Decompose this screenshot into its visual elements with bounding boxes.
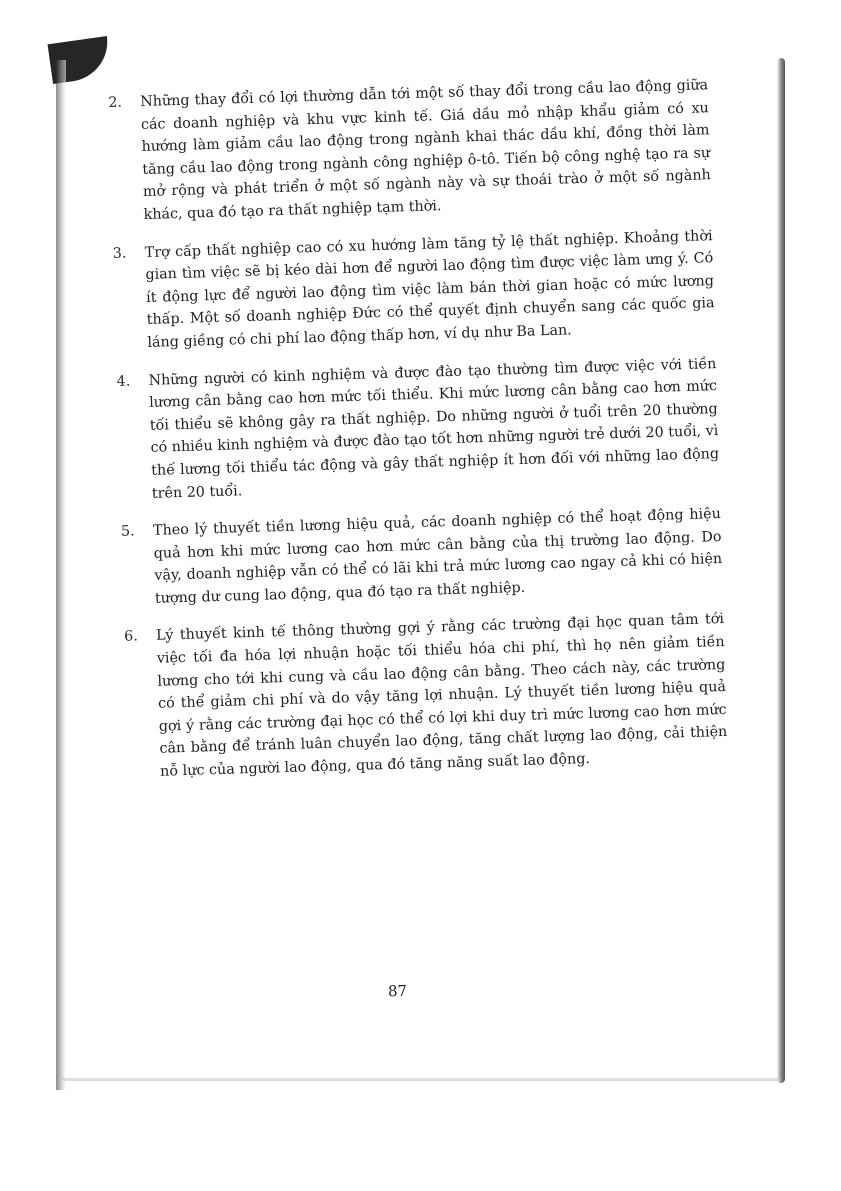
answer-item-4 <box>116 353 720 506</box>
answer-item-6 <box>124 608 728 784</box>
item-number: 3. <box>112 245 127 262</box>
item-text: Những người có kinh nghiệm và được đào tạo thường tìm được việc với tiền lương cân bằng cao hơn mức tối thiểu. Khi mức lương cân bằng cao hơn mức tối thiểu sẽ không gây ra thất nghiệp. Do những người ở tuổi trên 20 thường có nhiều kinh nghiệm và được đào tạo tốt hơn những người trẻ dưới 20 tuổi, vì thế lương tối thiểu tác động và gây thất nghiệp ít hơn đối với những lao động trên 20 tuổi. <box>148 355 720 502</box>
scan-shadow-bottom <box>60 1078 780 1081</box>
answer-item-3 <box>112 225 715 356</box>
scan-shadow-left <box>56 60 66 1090</box>
item-number: 4. <box>116 373 131 390</box>
item-text: Những thay đổi có lợi thường dẫn tới một số thay đổi trong cầu lao động giữa các doanh nghiệp và khu vực kinh tế. Giá dầu mỏ nhập khẩu giảm có xu hướng làm giảm cầu lao động trong ngành khai thác dầu khí, đồng thời làm tăng cầu lao động trong ngành công nghiệp ô-tô. Tiến bộ công nghệ tạo ra sự mở rộng và phát triển ở một số ngành này và sự thoái trào ở một số ngành khác, qua đó tạo ra thất nghiệp tạm thời. <box>140 77 711 223</box>
item-number: 6. <box>123 628 139 646</box>
item-text: Lý thuyết kinh tế thông thường gợi ý rằng các trường đại học quan tâm tới việc tối đa hóa lợi nhuận hoặc tối thiểu hóa chi phí, thì họ nên giảm tiền lương cho tới khi cung và cầu lao động cân bằng. Theo cách này, các trường có thể giảm chi phí và do vậy tăng lợi nhuận. Lý thuyết tiền lương hiệu quả gợi ý rằng các trường đại học có thể có lợi khi duy trì mức lương cao hơn mức cân bằng để tránh luân chuyển lao động, tăng chất lượng lao động, cải thiện nỗ lực của người lao động, qua đó tăng năng suất lao động. <box>155 611 728 780</box>
answer-list <box>108 74 729 799</box>
item-number: 2. <box>108 94 123 111</box>
item-text: Theo lý thuyết tiền lương hiệu quả, các doanh nghiệp có thể hoạt động hiệu quả hơn khi mức lương cao hơn mức cân bằng của thị trường lao động. Do vậy, doanh nghiệp vẫn có thể có lãi khi trả mức lương cao ngay cả khi có hiện tượng dư cung lao động, qua đó tạo ra thất nghiệp. <box>152 506 723 607</box>
item-number: 5. <box>120 523 135 540</box>
answer-item-5 <box>121 503 723 611</box>
answer-item-2 <box>108 74 712 227</box>
item-text: Trợ cấp thất nghiệp cao có xu hướng làm tăng tỷ lệ thất nghiệp. Khoảng thời gian tìm việc sẽ bị kéo dài hơn để người lao động tìm được việc làm ưng ý. Có ít động lực để người lao động tìm việc làm bán thời gian hoặc có mức lương thấp. Một số doanh nghiệp Đức có thể quyết định chuyển sang các quốc gia láng giềng có chi phí lao động thấp hơn, ví dụ như Ba Lan. <box>144 227 715 351</box>
scan-shadow-right <box>777 58 785 1083</box>
page-number: 87 <box>387 981 408 1001</box>
